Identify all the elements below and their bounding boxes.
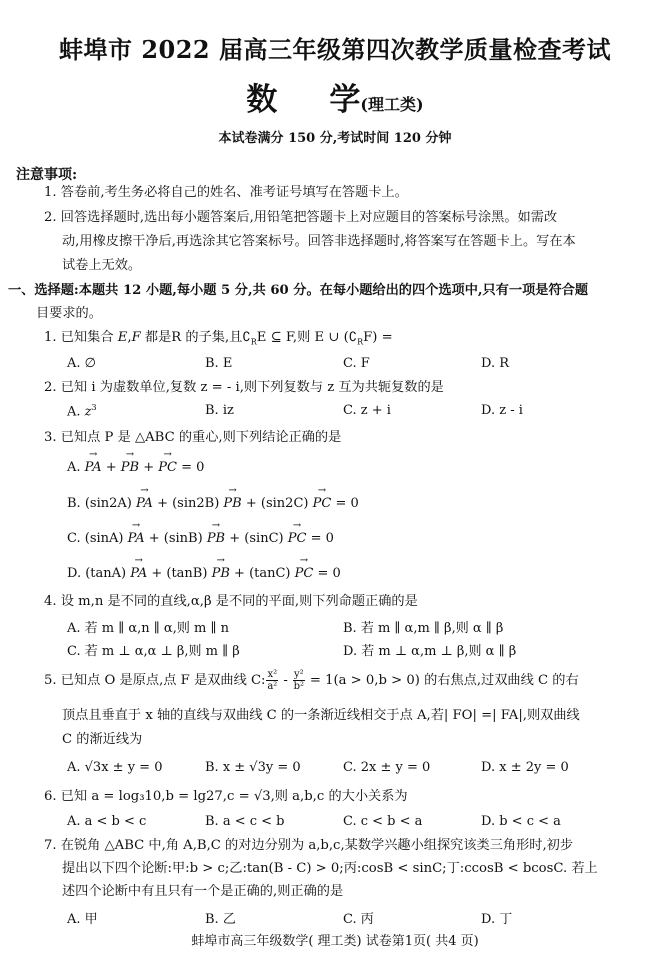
q7-option-c: C. 丙 xyxy=(343,912,374,927)
note-item: 1. 答卷前,考生务必将自己的姓名、准考证号填写在答题卡上。 xyxy=(44,185,408,200)
question-3-stem: 3. 已知点 P 是 △ABC 的重心,则下列结论正确的是 xyxy=(44,430,342,445)
q2-option-d: D. z - i xyxy=(481,403,523,418)
q2-option-b: B. iz xyxy=(205,403,234,418)
q1-option-a: A. ∅ xyxy=(67,356,96,371)
q5-option-d: D. x ± 2y = 0 xyxy=(481,760,569,775)
q3-option-a: A. → PA + → PB + → PC = 0 xyxy=(67,460,204,475)
q2-option-c: C. z + i xyxy=(343,403,391,418)
q7-option-a: A. 甲 xyxy=(67,912,98,927)
q2-option-a: A. $z^3$ xyxy=(67,403,97,420)
q6-option-b: B. a < c < b xyxy=(205,814,285,829)
question-7-line-1: 7. 在锐角 △ABC 中,角 A,B,C 的对边分别为 a,b,c,某数学兴趣小组探究该类三角形时,初步 xyxy=(44,838,574,853)
question-4-stem: 4. 设 m,n 是不同的直线,α,β 是不同的平面,则下列命题正确的是 xyxy=(44,594,418,609)
section-heading: 一、选择题:本题共 12 小题,每小题 5 分,共 60 分。在每小题给出的四个选项中,只有一项是符合题 xyxy=(8,283,589,298)
question-5-stem: 5. 已知点 O 是原点,点 F 是双曲线 C: $\frac{\text{x²}}{\text{a²}}$ - $\frac{\text{y²}}{\text{b²}}$ = 1(a > 0,b > 0) 的右焦点,过双曲线 C 的右 xyxy=(44,669,579,692)
fraction-x2-a2: $\frac{\text{x²}}{\text{a²}}$ xyxy=(267,669,278,692)
q4-option-b: B. 若 m ∥ α,m ∥ β,则 α ∥ β xyxy=(343,621,504,636)
question-5-line-3: C 的渐近线为 xyxy=(62,732,143,747)
question-7-line-3: 述四个论断中有且只有一个是正确的,则正确的是 xyxy=(62,884,344,899)
q5-option-c: C. 2x ± y = 0 xyxy=(343,760,431,775)
exam-meta: 本试卷满分 150 分,考试时间 120 分钟 xyxy=(218,131,452,146)
q6-option-c: C. c < b < a xyxy=(343,814,423,829)
q3-option-c: C. (sinA) → PA + (sinB) → PB + (sinC) → PC = 0 xyxy=(67,531,334,546)
subject-char-1: 数 xyxy=(246,82,278,118)
subject-type: (理工类) xyxy=(360,95,424,114)
q1-option-b: B. E xyxy=(205,356,233,371)
q4-option-d: D. 若 m ⊥ α,m ⊥ β,则 α ∥ β xyxy=(343,644,517,659)
q5-option-a: A. √3x ± y = 0 xyxy=(67,760,163,775)
q3-option-b: B. (sin2A) → PA + (sin2B) → PB + (sin2C) → PC = 0 xyxy=(67,496,359,511)
q1-option-d: D. R xyxy=(481,356,510,371)
section-heading-cont: 目要求的。 xyxy=(36,306,102,321)
q7-option-d: D. 丁 xyxy=(481,912,513,927)
q6-option-a: A. a < b < c xyxy=(67,814,147,829)
question-1-stem: 1. 已知集合 E,F 都是R 的子集,且$∁_RE$ ⊆ F,则 E ∪ $(∁_RF)$ = xyxy=(44,330,393,347)
q3-option-d: D. (tanA) → PA + (tanB) → PB + (tanC) → PC = 0 xyxy=(67,566,341,581)
page-footer: 蚌埠市高三年级数学( 理工类) 试卷第1页( 共4 页) xyxy=(191,934,479,949)
question-7-line-2: 提出以下四个论断:甲:b > c;乙:tan(B - C) > 0;丙:cosB < sinC;丁:ccosB < bcosC. 若上 xyxy=(62,861,598,876)
notes-heading: 注意事项: xyxy=(16,167,78,183)
exam-title: 蚌埠市 2022 届高三年级第四次教学质量检查考试 xyxy=(58,35,611,64)
question-6-stem: 6. 已知 a = log₃10,b = lg27,c = √3,则 a,b,c 的大小关系为 xyxy=(44,789,408,804)
q1-option-c: C. F xyxy=(343,356,370,371)
q4-option-a: A. 若 m ∥ α,n ∥ α,则 m ∥ n xyxy=(67,621,229,636)
subject-heading xyxy=(0,74,670,119)
fraction-y2-b2: $\frac{\text{y²}}{\text{b²}}$ xyxy=(293,669,305,692)
note-item: 2. 回答选择题时,选出每小题答案后,用铅笔把答题卡上对应题目的答案标号涂黑。如需改 xyxy=(44,210,558,225)
note-item: 动,用橡皮擦干净后,再选涂其它答案标号。回答非选择题时,将答案写在答题卡上。写在本 xyxy=(62,234,576,249)
q6-option-d: D. b < c < a xyxy=(481,814,561,829)
q5-option-b: B. x ± √3y = 0 xyxy=(205,760,301,775)
q4-option-c: C. 若 m ⊥ α,α ⊥ β,则 m ∥ β xyxy=(67,644,240,659)
question-5-line-2: 顶点且垂直于 x 轴的直线与双曲线 C 的一条渐近线相交于点 A,若| FO| =| FA|,则双曲线 xyxy=(62,708,580,723)
q7-option-b: B. 乙 xyxy=(205,912,236,927)
question-2-stem: 2. 已知 i 为虚数单位,复数 z = - i,则下列复数与 z 互为共轭复数的是 xyxy=(44,380,444,395)
subject-char-2: 学 xyxy=(329,82,361,118)
note-item: 试卷上无效。 xyxy=(62,258,142,273)
